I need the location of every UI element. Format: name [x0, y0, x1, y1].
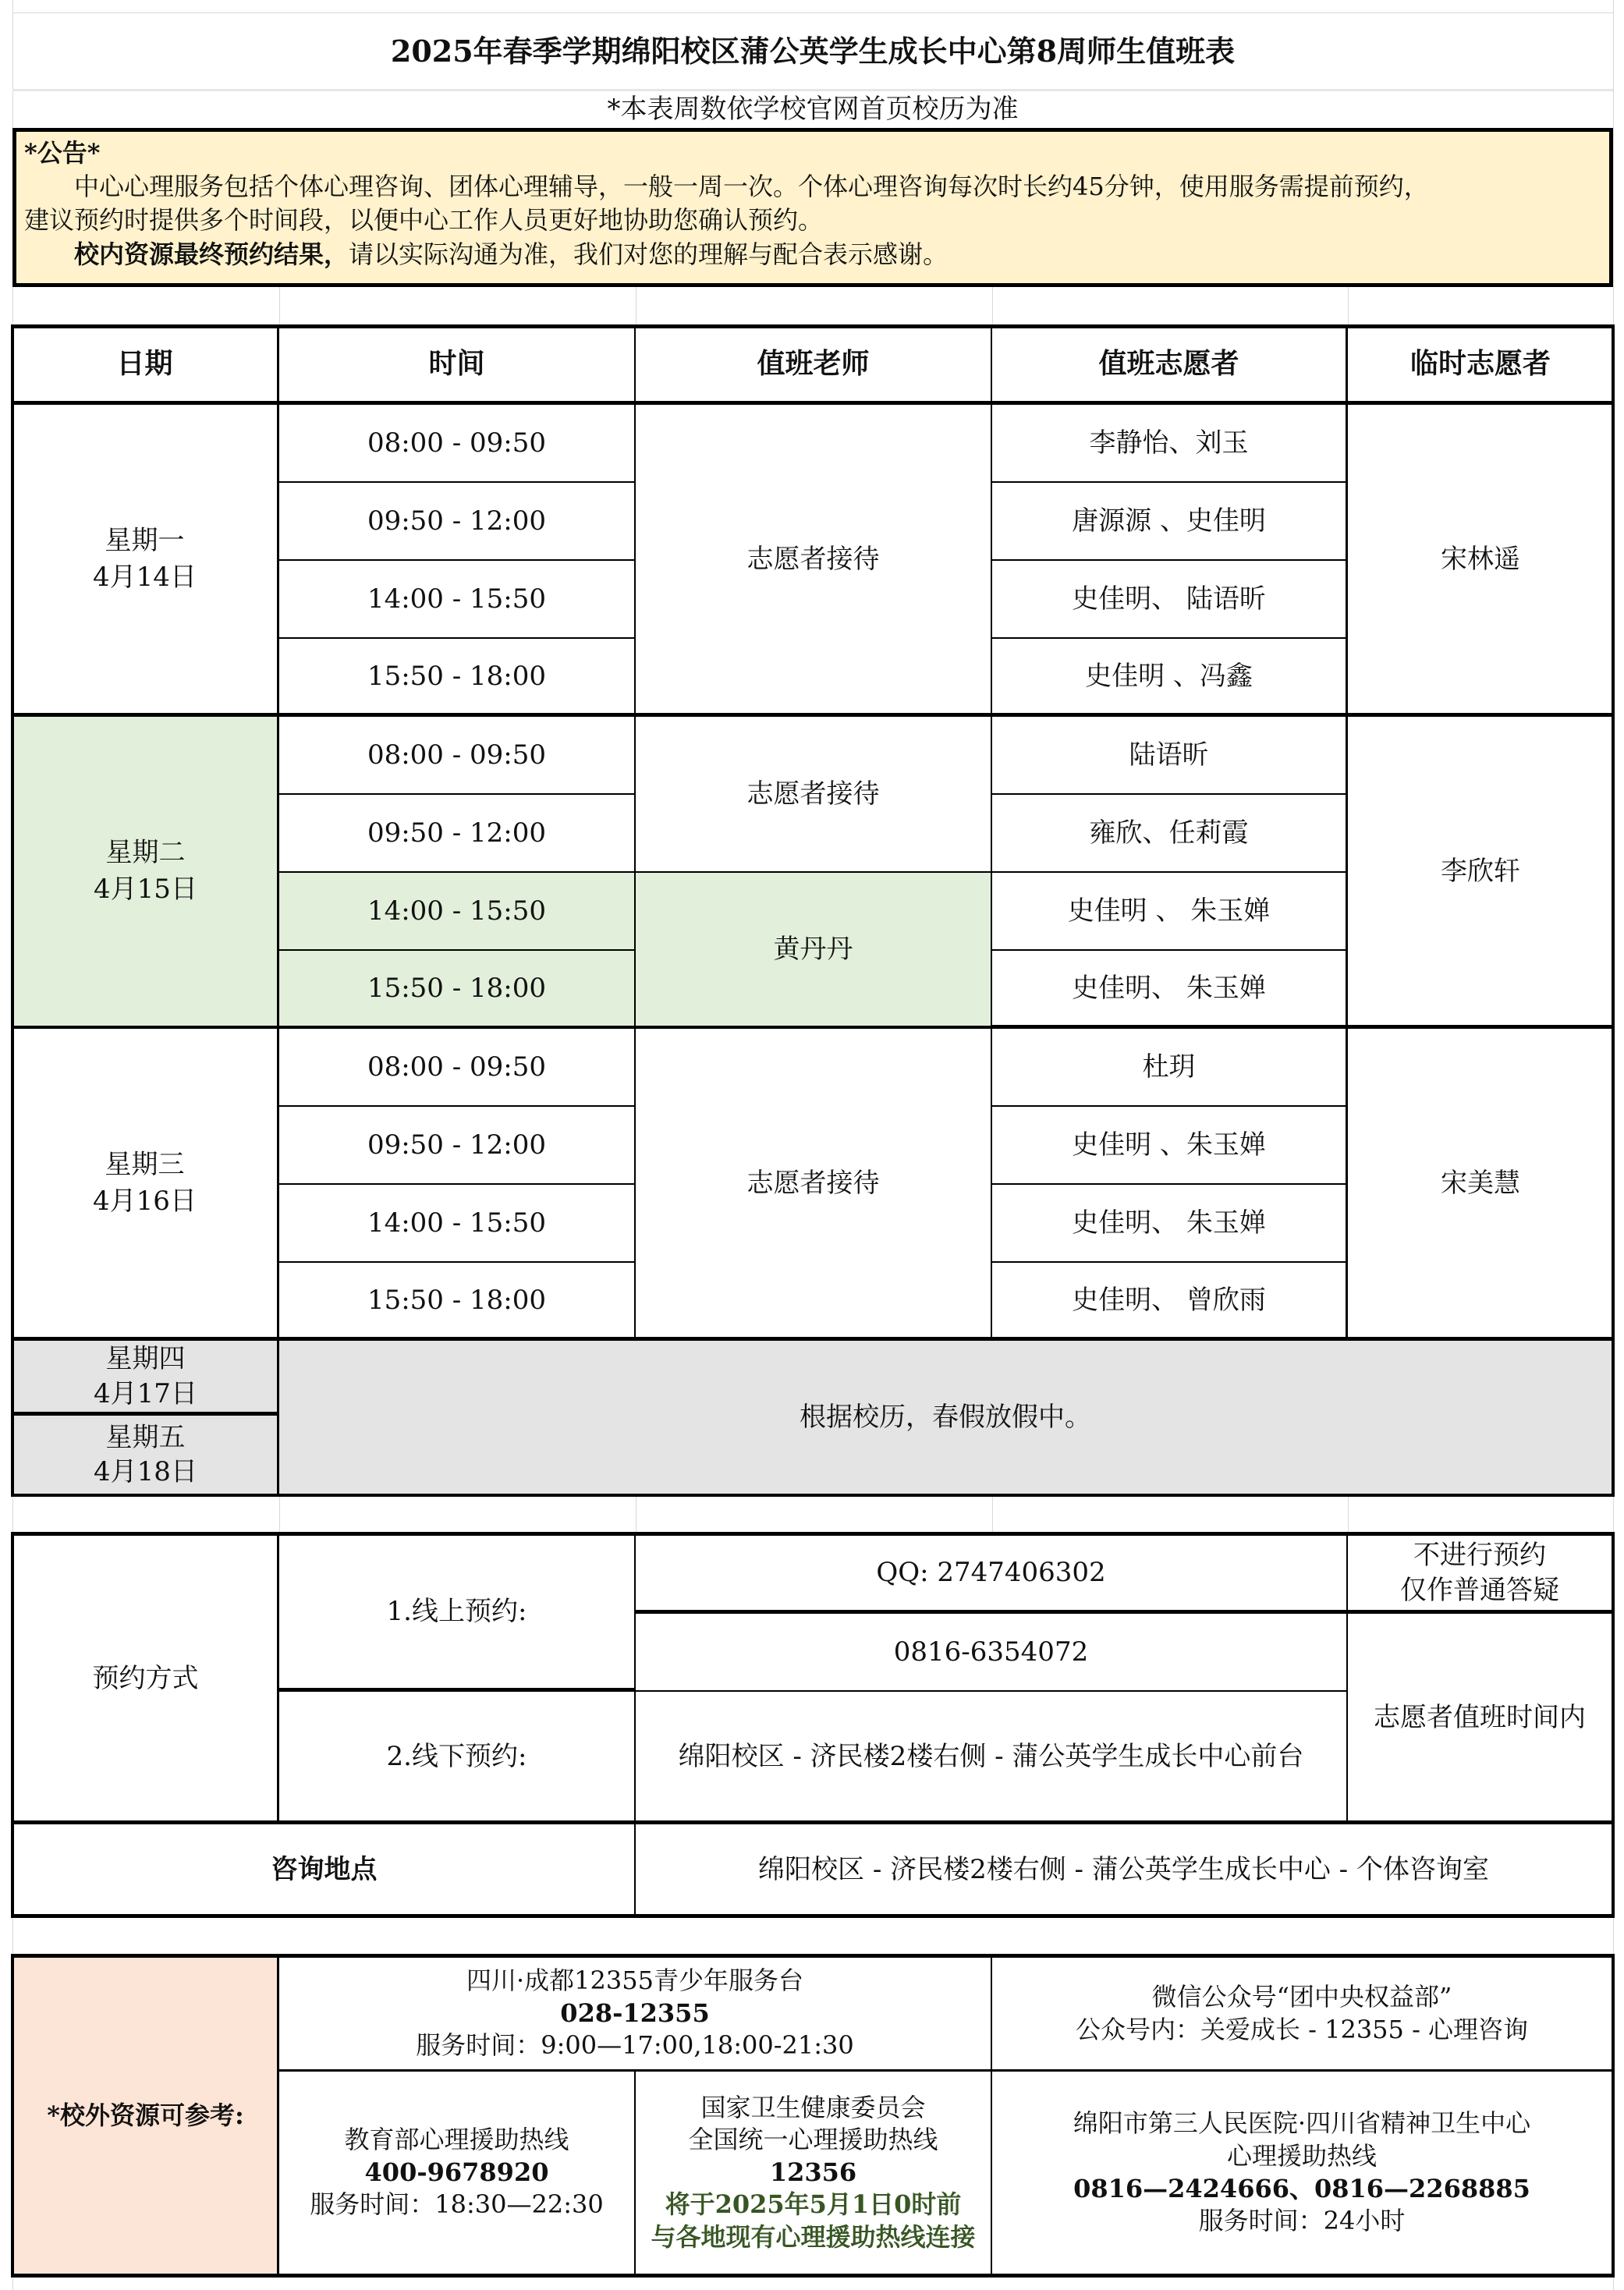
gridline: [279, 287, 280, 326]
sichuan-12355: [279, 1958, 992, 2072]
hospital-phone: 0816—2424666、0816—2268885: [1073, 2173, 1530, 2203]
time-slot: 14:00 - 15:50: [279, 1185, 636, 1263]
day-name: 星期三: [105, 1149, 185, 1181]
day-name: 星期四: [105, 1343, 186, 1375]
holiday-message: 根据校历，春假放假中。: [279, 1341, 1612, 1494]
notice-line-3-bold: 校内资源最终预约结果，: [74, 239, 349, 269]
day-date: 4月18日: [94, 1456, 197, 1487]
notice-line-3: 请以实际沟通为准，我们对您的理解与配合表示感谢。: [349, 239, 949, 269]
table-border: [12, 2274, 1613, 2278]
gridline: [1348, 287, 1349, 326]
day-cell-monday: [12, 405, 279, 714]
volunteer-cell: 雍欣、任莉霞: [992, 795, 1348, 873]
temp-volunteer-cell: 李欣轩: [1441, 855, 1520, 887]
header-temp-volunteer: 临时志愿者: [1409, 347, 1551, 381]
day-cell-wednesday: [12, 1029, 279, 1338]
sichuan-phone: 028-12355: [560, 1998, 710, 2028]
header-date: 日期: [12, 327, 279, 402]
wechat-account: [992, 1958, 1612, 2072]
external-label: *校外资源可参考:: [14, 1958, 279, 2274]
volunteer-cell: 史佳明、 朱玉婵: [992, 1185, 1348, 1263]
time-slot: 15:50 - 18:00: [279, 1263, 636, 1338]
phone-contact: 0816-6354072: [636, 1614, 1348, 1692]
hospital-hotline: [992, 2072, 1612, 2274]
time-slot: 15:50 - 18:00: [279, 951, 636, 1026]
volunteer-cell: 陆语昕: [992, 717, 1348, 795]
day-date: 4月14日: [93, 562, 197, 593]
day-name: 星期五: [105, 1421, 186, 1453]
table-border: [1612, 1532, 1615, 1918]
header-volunteer: 值班志愿者: [992, 327, 1348, 402]
day-cell-tuesday: [14, 717, 279, 1026]
booking-label: 预约方式: [14, 1536, 279, 1821]
volunteer-cell: 唐源源 、史佳明: [992, 483, 1348, 561]
volunteer-cell: 史佳明、 陆语昕: [992, 561, 1348, 639]
teacher-cell: 志愿者接待: [636, 717, 992, 873]
offline-location: 绵阳校区 - 济民楼2楼右侧 - 蒲公英学生成长中心前台: [636, 1692, 1348, 1821]
time-slot: 14:00 - 15:50: [279, 561, 636, 639]
moe-phone: 400-9678920: [364, 2157, 549, 2187]
consult-location: 绵阳校区 - 济民楼2楼右侧 - 蒲公英学生成长中心 - 个体咨询室: [758, 1853, 1489, 1885]
nhc-line-2: 全国统一心理援助热线: [688, 2125, 938, 2155]
header-teacher: 值班老师: [636, 327, 992, 402]
time-slot: 09:50 - 12:00: [279, 795, 636, 873]
hospital-line-1: 绵阳市第三人民医院·四川省精神卫生中心: [1073, 2108, 1531, 2139]
wechat-line-1: 微信公众号“团中央权益部”: [1151, 1981, 1452, 2012]
qq-note: [1348, 1536, 1612, 1614]
moe-hotline: [279, 2072, 636, 2274]
teacher-cell: 志愿者接待: [636, 405, 992, 714]
time-slot: 08:00 - 09:50: [279, 717, 636, 795]
volunteer-cell: 史佳明 、冯鑫: [992, 639, 1348, 714]
gridline: [279, 1496, 280, 1535]
temp-volunteer-cell: 宋林遥: [1441, 543, 1520, 575]
moe-hours: 服务时间：18:30—22:30: [310, 2189, 604, 2220]
subtitle: *本表周数依学校官网首页校历为准: [607, 94, 1019, 126]
gridline: [992, 1496, 993, 1535]
header-time: 时间: [279, 327, 636, 402]
volunteer-cell: 史佳明、 朱玉婵: [992, 951, 1348, 1026]
moe-name: 教育部心理援助热线: [344, 2125, 569, 2155]
qq-contact: QQ: 2747406302: [636, 1536, 1348, 1614]
nhc-phone: 12356: [769, 2157, 857, 2187]
volunteer-cell: 杜玥: [992, 1029, 1348, 1107]
offline-booking-label: 2.线下预约:: [279, 1692, 636, 1821]
time-slot: 09:50 - 12:00: [279, 483, 636, 561]
temp-volunteer-cell: 宋美慧: [1441, 1167, 1520, 1199]
sichuan-name: 四川·成都12355青少年服务台: [466, 1966, 803, 1996]
time-slot: 08:00 - 09:50: [279, 1029, 636, 1107]
qq-note-line-1: 不进行预约: [1413, 1540, 1546, 1572]
volunteer-cell: 史佳明 、朱玉婵: [992, 1107, 1348, 1185]
day-date: 4月16日: [93, 1186, 197, 1217]
gridline: [1348, 1496, 1349, 1535]
nhc-note-1: 将于2025年5月1日0时前: [665, 2189, 962, 2220]
online-booking-label: 1.线上预约:: [279, 1536, 636, 1692]
time-slot: 14:00 - 15:50: [279, 873, 636, 951]
teacher-cell: 黄丹丹: [636, 873, 992, 1026]
gridline: [12, 12, 1613, 13]
page-title: 2025年春季学期绵阳校区蒲公英学生成长中心第8周师生值班表: [390, 33, 1236, 69]
notice-heading: *公告*: [24, 138, 101, 168]
day-cell-thursday: [14, 1341, 279, 1416]
day-name: 星期二: [105, 837, 186, 869]
volunteer-cell: 李静怡、刘玉: [992, 405, 1348, 483]
sichuan-hours: 服务时间：9:00—17:00,18:00-21:30: [416, 2030, 854, 2061]
teacher-cell: 志愿者接待: [636, 1029, 992, 1338]
consult-label: 咨询地点: [14, 1824, 636, 1915]
qq-note-line-2: 仅作普通答疑: [1400, 1574, 1559, 1606]
notice-line-1: 中心心理服务包括个体心理咨询、团体心理辅导，一般一周一次。个体心理咨询每次时长约45分钟，使用服务需提前预约，: [74, 172, 1429, 202]
nhc-hotline: [636, 2072, 992, 2274]
table-border: [1612, 1954, 1615, 2278]
hospital-hours: 服务时间：24小时: [1198, 2206, 1406, 2236]
notice-box: [12, 128, 1613, 287]
day-date: 4月17日: [94, 1377, 197, 1409]
nhc-note-2: 与各地现有心理援助热线连接: [651, 2221, 976, 2252]
volunteer-cell: 史佳明、 曾欣雨: [992, 1263, 1348, 1338]
notice-line-2: 建议预约时提供多个时间段，以便中心工作人员更好地协助您确认预约。: [24, 205, 824, 236]
day-cell-friday: [14, 1416, 279, 1494]
hospital-line-2: 心理援助热线: [1226, 2140, 1377, 2171]
wechat-line-2: 公众号内：关爱成长 - 12355 - 心理咨询: [1075, 2014, 1529, 2044]
volunteer-cell: 史佳明 、 朱玉婵: [992, 873, 1348, 951]
time-slot: 15:50 - 18:00: [279, 639, 636, 714]
day-name: 星期一: [105, 525, 185, 557]
time-note: 志愿者值班时间内: [1374, 1701, 1586, 1733]
time-slot: 08:00 - 09:50: [279, 405, 636, 483]
gridline: [992, 287, 993, 326]
time-slot: 09:50 - 12:00: [279, 1107, 636, 1185]
day-date: 4月15日: [94, 874, 197, 905]
nhc-line-1: 国家卫生健康委员会: [700, 2092, 926, 2122]
